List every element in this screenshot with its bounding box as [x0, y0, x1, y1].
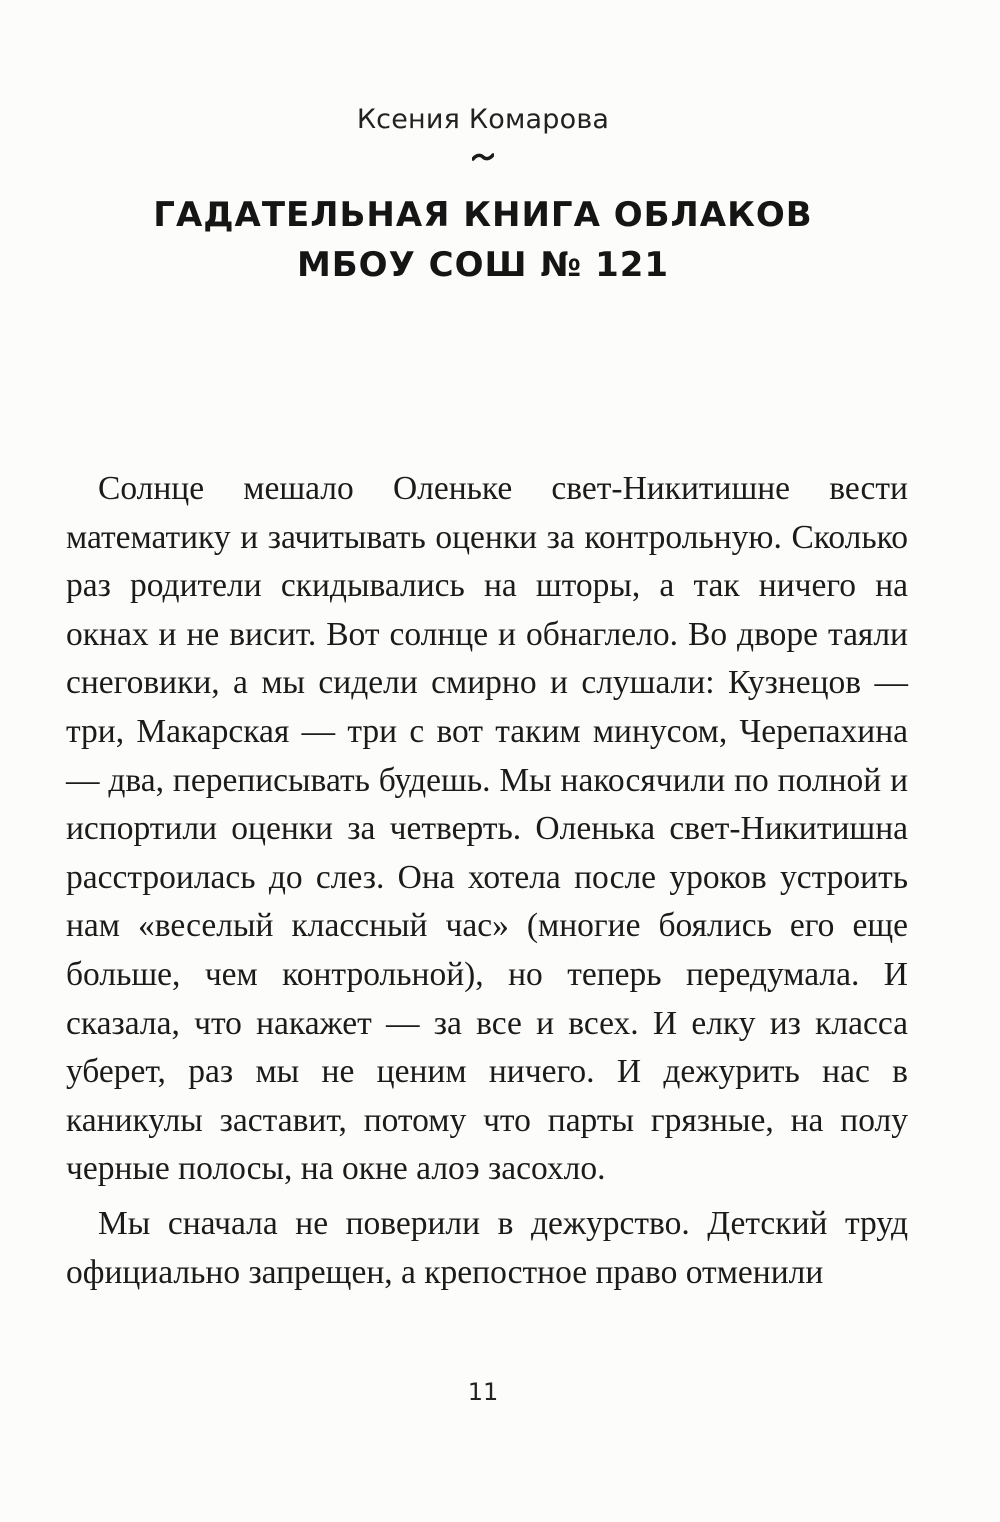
body-text — [66, 465, 908, 1297]
paragraph: Мы сначала не поверили в дежурство. Детский труд официально запрещен, а крепостное право отменили — [66, 1204, 908, 1291]
chapter-title-line-2: МБОУ СОШ № 121 — [296, 245, 670, 285]
chapter-title-line-1: ГАДАТЕЛЬНАЯ КНИГА ОБЛАКОВ — [153, 195, 813, 235]
tilde-ornament — [472, 153, 494, 162]
page-number: 11 — [467, 1378, 499, 1406]
author-name: Ксения Комарова — [356, 104, 610, 135]
paragraph: Солнце мешало Оленьке свет-Никитишне вести математику и зачитывать оценки за контрольную. Сколько раз родители скидывались на шторы, а так ничего на окнах и не висит. Вот солнце и обнаглело. Во дворе таяли снеговики, а мы сидели смирно и слушали: Кузнецов — три, Макарская — три с вот таким минусом, Черепахина — два, переписывать будешь. Мы накосячили по полной и испортили оценки за четверть. Оленька свет-Никитишна расстроилась до слез. Она хотела после уроков устроить нам «веселый классный час» (многие боялись его еще больше, чем контрольной), но теперь передумала. И сказала, что накажет — за все и всех. И елку из класса уберет, раз мы не ценим ничего. И дежурить нас в каникулы заставит, потому что парты грязные, на полу черные полосы, на окне алоэ засохло. — [66, 470, 908, 1188]
chapter-title — [0, 190, 966, 290]
